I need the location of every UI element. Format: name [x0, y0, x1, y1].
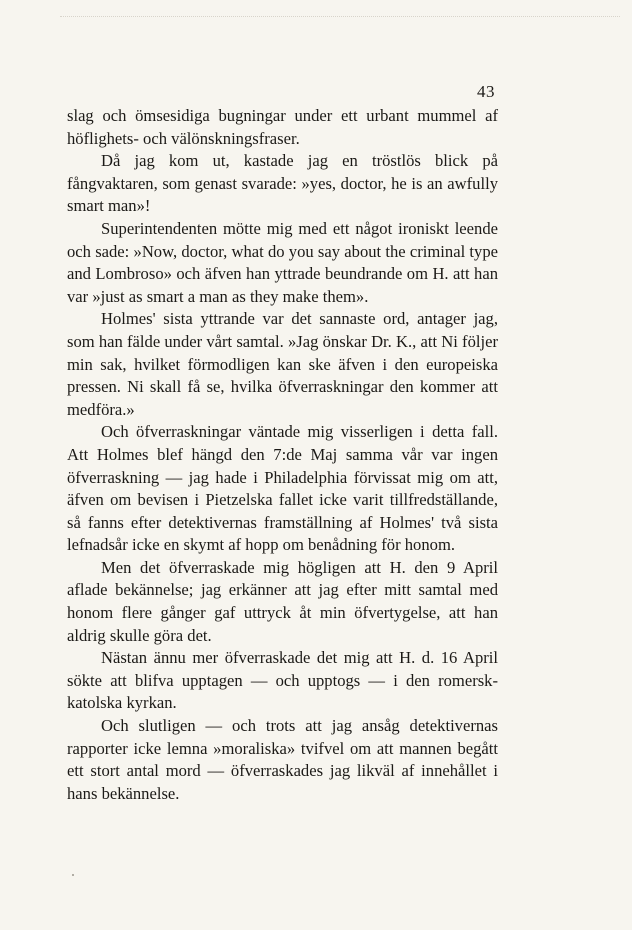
paper-speck [72, 874, 74, 876]
paragraph-2: Då jag kom ut, kastade jag en tröstlös blick på fångvaktaren, som genast svarade: »yes, doctor, he is an awfully smart man»! [67, 151, 498, 216]
body-text [67, 105, 498, 805]
page-number: 43 [477, 82, 495, 101]
paragraph-7: Nästan ännu mer öfverraskade det mig att H. d. 16 April sökte att blifva upptagen — och upptogs — i den romersk-katolska kyrkan. [67, 648, 498, 713]
paragraph-5: Och öfverraskningar väntade mig visserligen i detta fall. Att Holmes blef hängd den 7:de Maj samma vår var ingen öfverraskning — jag hade i Philadelphia förvissat mig om att, äfven om bevisen i Pietzelska fallet icke varit tillfredställande, så fanns efter detektivernas framställning af Holmes' två sista lefnadsår icke en skymt af hopp om benådning för honom. [67, 422, 498, 555]
paragraph-3: Superintendenten mötte mig med ett något ironiskt leende och sade: »Now, doctor, what do you say about the criminal type and Lombroso» och äfven han yttrade beundrande om H. att han var »just as smart a man as they make them». [67, 218, 498, 306]
paragraph-6: Men det öfverraskade mig högligen att H. den 9 April aflade bekännelse; jag erkänner att jag efter mitt samtal med honom flere gånger gaf uttryck åt min öfvertygelse, att han aldrig skulle göra det. [67, 557, 498, 645]
paragraph-4: Holmes' sista yttrande var det sannaste ord, antager jag, som han fälde under vårt samtal. »Jag önskar Dr. K., att Ni följer min sak, hvilket förmodligen kan ske äfven i den europeiska pressen. Ni skall få se, hvilka öfverraskningar den kommer att medföra.» [67, 309, 498, 419]
paragraph-8: Och slutligen — och trots att jag ansåg detektivernas rapporter icke lemna »moraliska» tvifvel om att mannen begått ett stort antal mord — öfverraskades jag likväl af innehållet i hans bekännelse. [67, 716, 498, 803]
top-edge-rule [60, 16, 620, 18]
paragraph-1: slag och ömsesidiga bugningar under ett urbant mummel af höflighets- och välönskningsfraser. [67, 106, 498, 148]
